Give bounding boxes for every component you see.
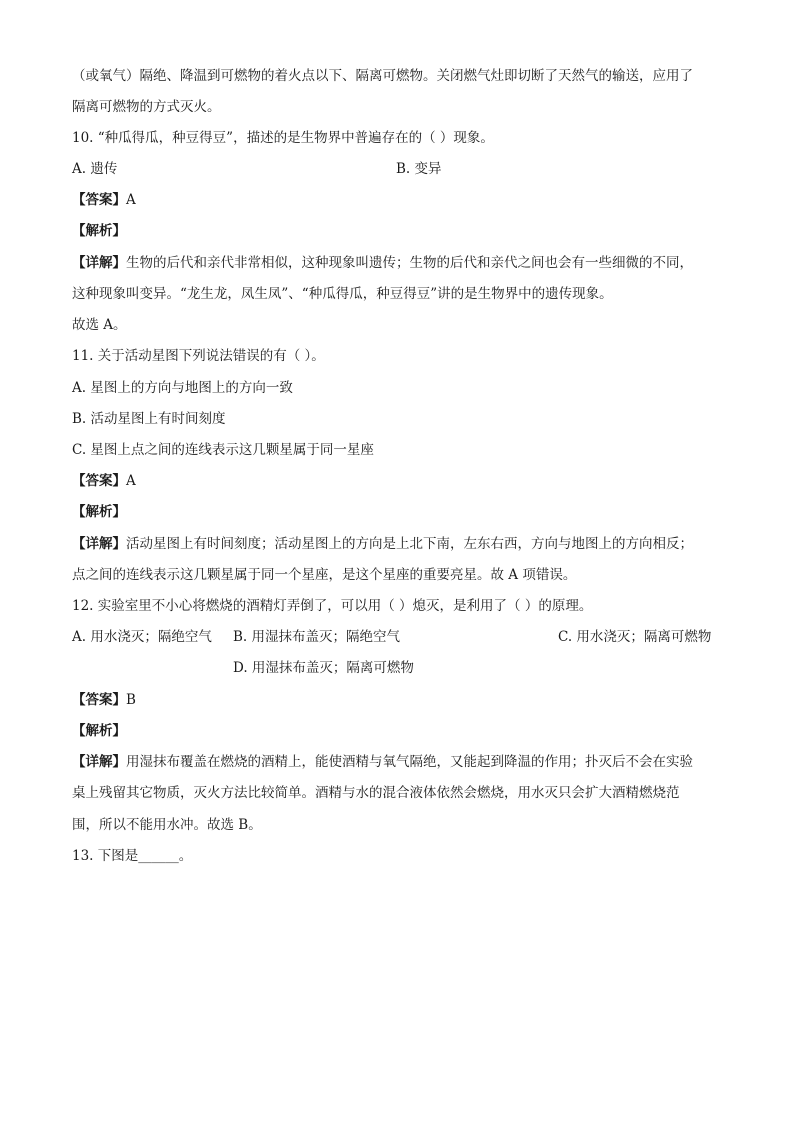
q12-analysis-line [72, 721, 732, 741]
detail-tag: 【详解】 [72, 754, 126, 770]
detail-tag: 【详解】 [72, 536, 126, 552]
q10-option-b: B. 变异 [396, 161, 442, 177]
intro-line-1: （或氧气）隔绝、降温到可燃物的着火点以下、隔离可燃物。关闭燃气灶即切断了天然气的输送，应用了 [72, 68, 693, 84]
answer-tag: 【答案】 [72, 692, 126, 708]
analysis-tag: 【解析】 [72, 723, 126, 739]
q12-detail-line-1 [72, 752, 732, 772]
q12-answer: B [126, 692, 136, 708]
q11-analysis-line [72, 502, 732, 522]
q10-answer: A [126, 192, 136, 208]
q10-conclusion: 故选 A。 [72, 317, 127, 333]
q11-answer: A [126, 473, 136, 489]
q11-stem: 11. 关于活动星图下列说法错误的有（ ）。 [72, 348, 325, 364]
detail-tag: 【详解】 [72, 255, 126, 271]
answer-tag: 【答案】 [72, 192, 126, 208]
q13-stem: 13. 下图是______。 [72, 848, 193, 864]
q11-option-c: C. 星图上点之间的连线表示这几颗星属于同一星座 [72, 442, 374, 458]
q12-answer-line [72, 690, 732, 710]
q12-option-c: C. 用水浇灭；隔离可燃物 [558, 629, 712, 645]
q12-detail-text-1: 用湿抹布覆盖在燃烧的酒精上，能使酒精与氧气隔绝，又能起到降温的作用；扑灭后不会在实验 [126, 754, 693, 770]
q12-option-b: B. 用湿抹布盖灭；隔绝空气 [233, 629, 401, 645]
q10-stem: 10. “种瓜得瓜，种豆得豆”，描述的是生物界中普遍存在的（ ）现象。 [72, 130, 494, 146]
q11-answer-line [72, 471, 732, 491]
q12-option-a: A. 用水浇灭；隔绝空气 [72, 629, 212, 645]
analysis-tag: 【解析】 [72, 223, 126, 239]
q12-detail-line-2: 桌上残留其它物质，灭火方法比较简单。酒精与水的混合液体依然会燃烧，用水灭只会扩大酒精燃烧范 [72, 785, 680, 801]
q10-analysis-line [72, 221, 732, 241]
q11-option-a: A. 星图上的方向与地图上的方向一致 [72, 380, 293, 396]
q11-detail-line-2: 点之间的连线表示这几颗星属于同一个星座，是这个星座的重要亮星。故 A 项错误。 [72, 567, 577, 583]
q11-option-b: B. 活动星图上有时间刻度 [72, 411, 226, 427]
q10-detail-text-1: 生物的后代和亲代非常相似，这种现象叫遗传；生物的后代和亲代之间也会有一些细微的不同， [126, 255, 693, 271]
q10-answer-line [72, 190, 732, 210]
q10-detail-line-2: 这种现象叫变异。“龙生龙，凤生凤”、“种瓜得瓜，种豆得豆”讲的是生物界中的遗传现象。 [72, 286, 613, 302]
intro-line-2: 隔离可燃物的方式灭火。 [72, 99, 221, 115]
answer-tag: 【答案】 [72, 473, 126, 489]
q12-detail-line-3: 围，所以不能用水冲。故选 B。 [72, 817, 262, 833]
q10-detail-line-1 [72, 253, 732, 273]
q11-detail-text-1: 活动星图上有时间刻度；活动星图上的方向是上北下南，左东右西，方向与地图上的方向相反； [126, 536, 693, 552]
q11-detail-line-1 [72, 534, 732, 554]
analysis-tag: 【解析】 [72, 504, 126, 520]
q10-option-a: A. 遗传 [72, 161, 118, 177]
q12-stem: 12. 实验室里不小心将燃烧的酒精灯弄倒了，可以用（ ）熄灭，是利用了（ ）的原理。 [72, 598, 593, 614]
q12-option-d: D. 用湿抹布盖灭；隔离可燃物 [233, 660, 414, 676]
